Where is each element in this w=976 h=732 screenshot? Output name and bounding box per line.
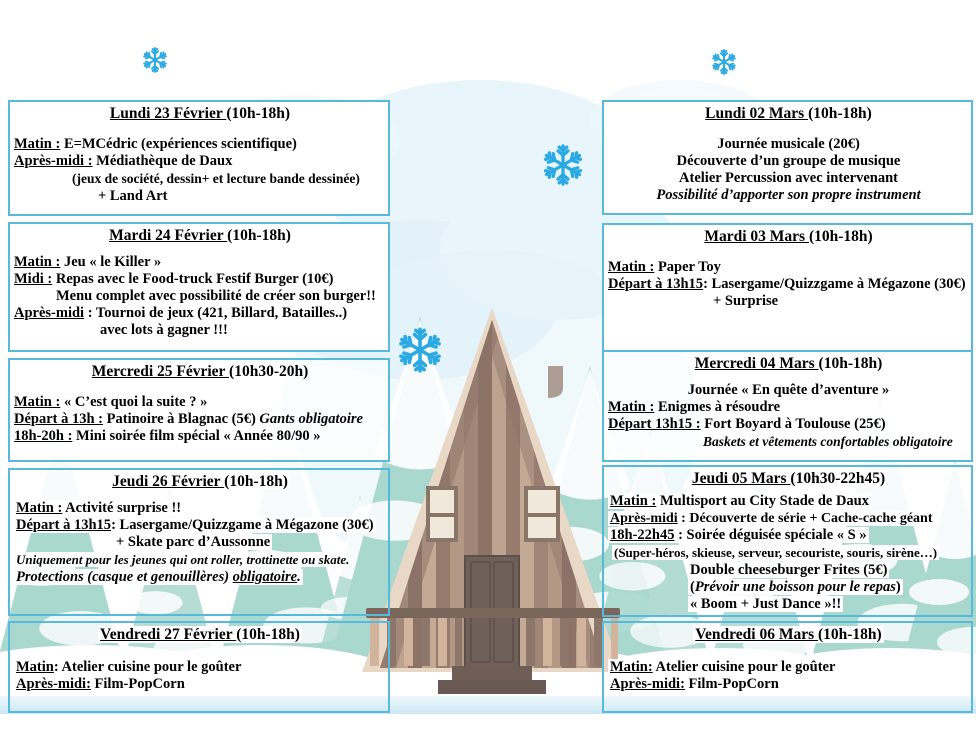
schedule-line: Protections (casque et genouillères) obligatoire. [16, 569, 301, 585]
schedule-line: 18h-22h45 : Soirée déguisée spéciale « S » [610, 527, 867, 543]
schedule-line [14, 122, 386, 136]
box-title: Jeudi 05 Mars (10h30-22h45) [691, 470, 886, 487]
schedule-box-vendredi-27-fevrier [8, 621, 390, 713]
schedule-box-vendredi-06-mars [602, 621, 973, 713]
schedule-line: Départ 13h15 : Fort Boyard à Toulouse (25€) [608, 416, 886, 432]
schedule-line: Après-midi : Médiathèque de Daux [14, 153, 233, 169]
schedule-line: Matin : Multisport au City Stade de Daux [610, 493, 869, 509]
schedule-line: + Surprise [713, 293, 779, 309]
schedule-line: Départ à 13h : Patinoire à Blagnac (5€) Gants obligatoire [14, 411, 363, 427]
schedule-line: (Super-héros, skieuse, serveur, secouriste, souris, sirène…) [614, 545, 938, 560]
schedule-line: Matin : Enigmes à résoudre [608, 399, 781, 415]
schedule-line: Uniquement pour les jeunes qui ont roller, trottinette ou skate. [16, 552, 350, 567]
schedule-box-lundi-02-mars [602, 100, 973, 215]
cabin-window [426, 486, 458, 542]
schedule-line [14, 490, 386, 500]
schedule-line: « Boom + Just Dance »!! [690, 596, 842, 612]
cabin-steps [438, 666, 546, 694]
box-title: Mercredi 04 Mars (10h-18h) [694, 355, 883, 372]
schedule-line: Matin : « C’est quoi la suite ? » [14, 394, 208, 410]
box-title: Mardi 24 Février (10h-18h) [109, 227, 291, 244]
schedule-line: Possibilité d’apporter son propre instrument [656, 187, 921, 203]
snowflake-icon [142, 47, 168, 73]
box-title: Lundi 02 Mars (10h-18h) [705, 105, 872, 122]
schedule-line: Après-midi: Film-PopCorn [16, 676, 185, 692]
schedule-line: Départ à 13h15: Lasergame/Quizzgame à Mégazone (30€) [16, 517, 374, 533]
schedule-box-mercredi-04-mars [602, 350, 973, 462]
schedule-line: Double cheeseburger Frites (5€) [690, 562, 888, 578]
schedule-line: (jeux de société, dessin+ et lecture bande dessinée) [72, 171, 360, 186]
schedule-line [608, 372, 969, 382]
schedule-box-mardi-24-fevrier [8, 222, 390, 352]
schedule-box-jeudi-26-fevrier [8, 468, 390, 616]
schedule-line: Départ à 13h15: Lasergame/Quizzgame à Mégazone (30€) [608, 276, 966, 292]
schedule-line: Matin : E=MCédric (expériences scientifique) [14, 136, 297, 152]
schedule-line: Matin : Activité surprise !! [16, 500, 182, 516]
box-title: Vendredi 06 Mars (10h-18h) [695, 626, 882, 643]
schedule-line: Journée musicale (20€) [717, 136, 860, 152]
schedule-line [14, 643, 386, 659]
schedule-line: Matin : Paper Toy [608, 259, 721, 275]
schedule-line: Baskets et vêtements confortables obligatoire [703, 434, 953, 449]
schedule-box-mardi-03-mars [602, 223, 973, 352]
snowflake-icon [711, 49, 737, 75]
schedule-line: Matin: Atelier cuisine pour le goûter [16, 659, 242, 675]
schedule-box-mercredi-25-fevrier [8, 358, 390, 462]
schedule-line: Matin : Jeu « le Killer » [14, 254, 162, 270]
schedule-line: avec lots à gagner !!! [100, 322, 228, 338]
schedule-line: Après-midi : Découverte de série + Cache-cache géant [610, 511, 933, 526]
schedule-line [14, 244, 386, 254]
snowflake-icon [397, 327, 443, 373]
schedule-line [608, 122, 969, 136]
schedule-line: Atelier Percussion avec intervenant [679, 170, 898, 186]
schedule-line: Après-midi: Film-PopCorn [610, 676, 779, 692]
box-title: Mercredi 25 Février (10h30-20h) [91, 363, 309, 380]
snowflake-icon [542, 144, 584, 186]
cabin-window [524, 486, 560, 542]
schedule-line: Journée « En quête d’aventure » [687, 382, 890, 398]
box-title: Lundi 23 Février (10h-18h) [109, 105, 291, 122]
schedule-line [608, 643, 969, 659]
schedule-line: + Land Art [98, 188, 168, 204]
schedule-line [608, 245, 969, 259]
schedule-box-lundi-23-fevrier [8, 100, 390, 216]
schedule-line: Découverte d’un groupe de musique [676, 153, 901, 169]
schedule-line: 18h-20h : Mini soirée film spécial « Année 80/90 » [14, 428, 321, 444]
box-title: Jeudi 26 Février (10h-18h) [112, 473, 288, 490]
schedule-line: Menu complet avec possibilité de créer son burger!! [56, 288, 376, 304]
schedule-line [14, 380, 386, 394]
schedule-line: Midi : Repas avec le Food-truck Festif Burger (10€) [14, 271, 334, 287]
box-title: Mardi 03 Mars (10h-18h) [704, 228, 873, 245]
schedule-line: (Prévoir une boisson pour le repas) [690, 579, 901, 595]
box-title: Vendredi 27 Février (10h-18h) [100, 626, 300, 643]
schedule-line: Après-midi : Tournoi de jeux (421, Billard, Batailles..) [14, 305, 348, 321]
schedule-line: + Skate parc d’Aussonne [116, 534, 271, 550]
schedule-box-jeudi-05-mars [602, 465, 973, 617]
schedule-line: Matin: Atelier cuisine pour le goûter [610, 659, 836, 675]
